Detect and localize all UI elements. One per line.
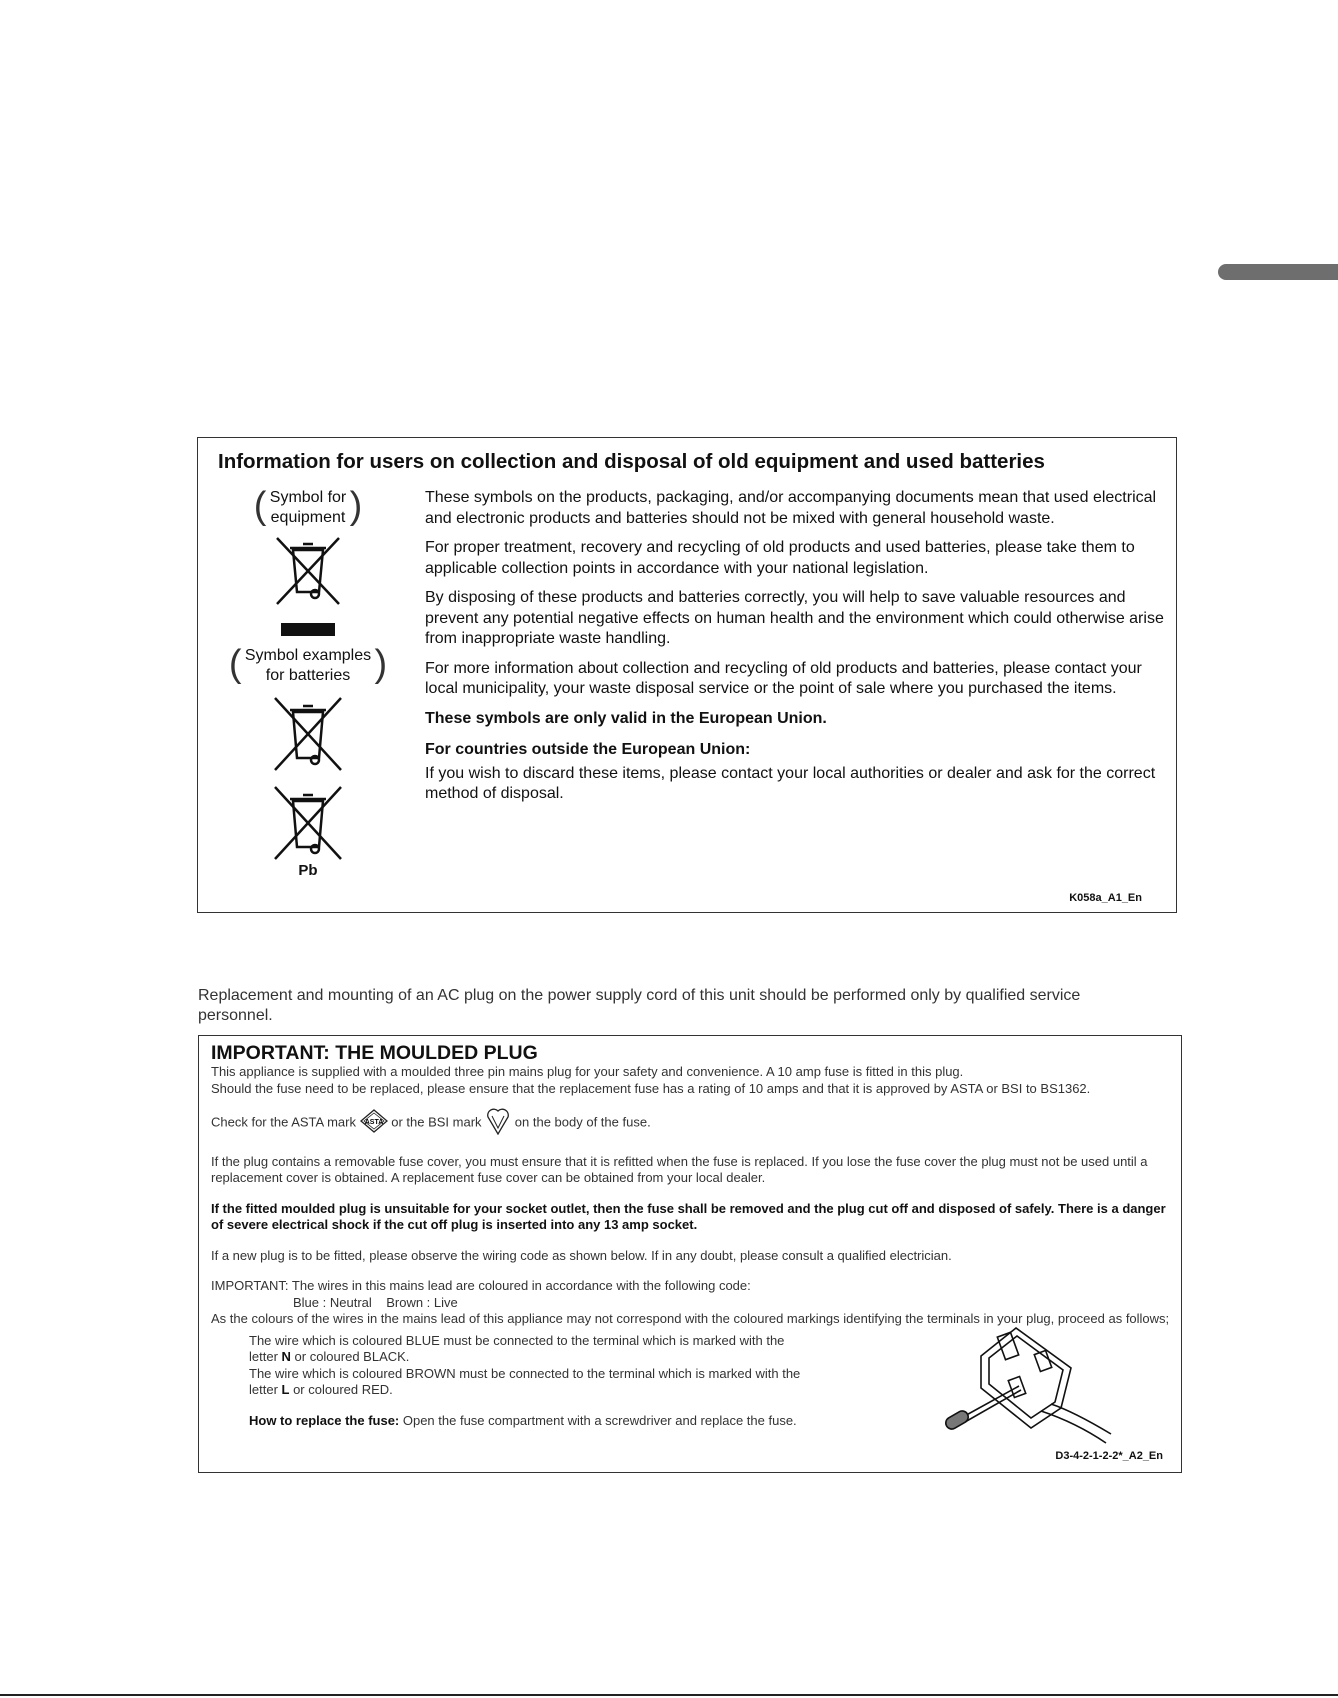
blue-wire-line: The wire which is coloured BLUE must be connected to the terminal which is marked with the [249,1332,785,1348]
howto-label: How to replace the fuse: [249,1412,400,1428]
symbol-equipment-label [258,488,358,528]
paragraph: For proper treatment, recovery and recycling of old products and used batteries, please take them to applicable collection points in accordance with your national legislation. [425,539,1135,577]
black-bar-icon [281,623,335,636]
eu-only-note: These symbols are only valid in the European Union. [425,709,827,727]
symbol-batteries-label [233,646,383,686]
fuse-cover-text: If the plug contains a removable fuse cover, you must ensure that it is refitted when the fuse is replaced. If you lose the fuse cover the plug must not be used until a replacement cover is obtained. A replacement fuse cover can be obtained from your local dealer. [211,1153,1148,1185]
disposal-info-box [197,437,1177,913]
page-bottom-rule [0,1694,1338,1696]
asta-text: ASTA [364,1119,383,1126]
asta-mark-icon [360,1109,388,1138]
wires-code: Blue : Neutral Brown : Live [293,1294,458,1310]
letter-n: N [281,1349,291,1364]
text: or the BSI mark [391,1114,482,1130]
bsi-kitemark-icon [485,1107,511,1140]
crossed-bin-battery-icon [218,696,398,777]
text: letter [249,1382,282,1397]
label-line: Symbol for [269,489,347,506]
text: on the body of the fuse. [514,1114,651,1130]
brown-wire-line: The wire which is coloured BROWN must be connected to the terminal which is marked with the [249,1365,801,1381]
wires-intro: IMPORTANT: The wires in this mains lead are coloured in accordance with the following code: [211,1278,751,1293]
safety-warning: If the fitted moulded plug is unsuitable for your socket outlet, then the fuse shall be removed and the plug cut off and disposed of safely. There is a danger of severe electrical shock if the cut off plug is inserted into any 13 amp socket. [211,1200,1166,1232]
colours-text: As the colours of the wires in the mains lead of this appliance may not correspond with the coloured markings identifying the terminals in your plug, proceed as follows; [211,1311,1170,1326]
outside-eu-text: If you wish to discard these items, please contact your local authorities or dealer and ask for the correct method of disposal. [425,764,1156,802]
crossed-bin-pb-icon [218,785,398,866]
replacement-note: Replacement and mounting of an AC plug on the power supply cord of this unit should be performed only by qualified service personnel. [198,987,1081,1024]
howto-text: Open the fuse compartment with a screwdriver and replace the fuse. [399,1412,797,1428]
text: Check for the ASTA mark [211,1114,356,1130]
text: or coloured BLACK. [290,1349,410,1364]
section-tab-marker [1218,264,1338,280]
crossed-bin-equipment-icon [218,534,398,611]
document-code: K058a_A1_En [1069,892,1142,904]
moulded-plug-box [198,1035,1182,1473]
check-marks-line [211,1107,1171,1140]
plug-line: Should the fuse need to be replaced, please ensure that the replacement fuse has a rating of 10 amps and that it is approved by ASTA or BSI to BS1362. [211,1080,1091,1096]
disposal-title: Information for users on collection and disposal of old equipment and used batteries [218,450,1045,473]
paragraph: For more information about collection and recycling of old products and batteries, please contact your local municipality, your waste disposal service or the point of sale where you purchased the items. [425,659,1142,697]
text: or coloured RED. [289,1382,393,1397]
plug-title: IMPORTANT: THE MOULDED PLUG [211,1042,538,1064]
label-line: Symbol examples [244,647,372,664]
paragraph: These symbols on the products, packaging, and/or accompanying documents mean that used electrical and electronic products and batteries should not be mixed with general household waste. [425,489,1157,527]
text: letter [249,1349,282,1364]
document-code: D3-4-2-1-2-2*_A2_En [1055,1449,1163,1462]
new-plug-text: If a new plug is to be fitted, please observe the wiring code as shown below. If in any doubt, please consult a qualified electrician. [211,1247,952,1263]
label-line: equipment [270,509,346,526]
plug-with-screwdriver-illustration [941,1326,1116,1451]
plug-line: This appliance is supplied with a moulded three pin mains plug for your safety and convenience. A 10 amp fuse is fitted in this plug. [211,1064,964,1079]
outside-eu-heading: For countries outside the European Union: [425,741,751,758]
pb-label: Pb [298,862,318,879]
paragraph: By disposing of these products and batteries correctly, you will help to save valuable resources and prevent any potential negative effects on human health and the environment which could otherwise arise from inappropriate waste handling. [425,589,1164,647]
disposal-text [425,488,1165,814]
label-line: for batteries [265,667,351,684]
symbols-column [218,488,398,879]
letter-l: L [281,1382,290,1397]
